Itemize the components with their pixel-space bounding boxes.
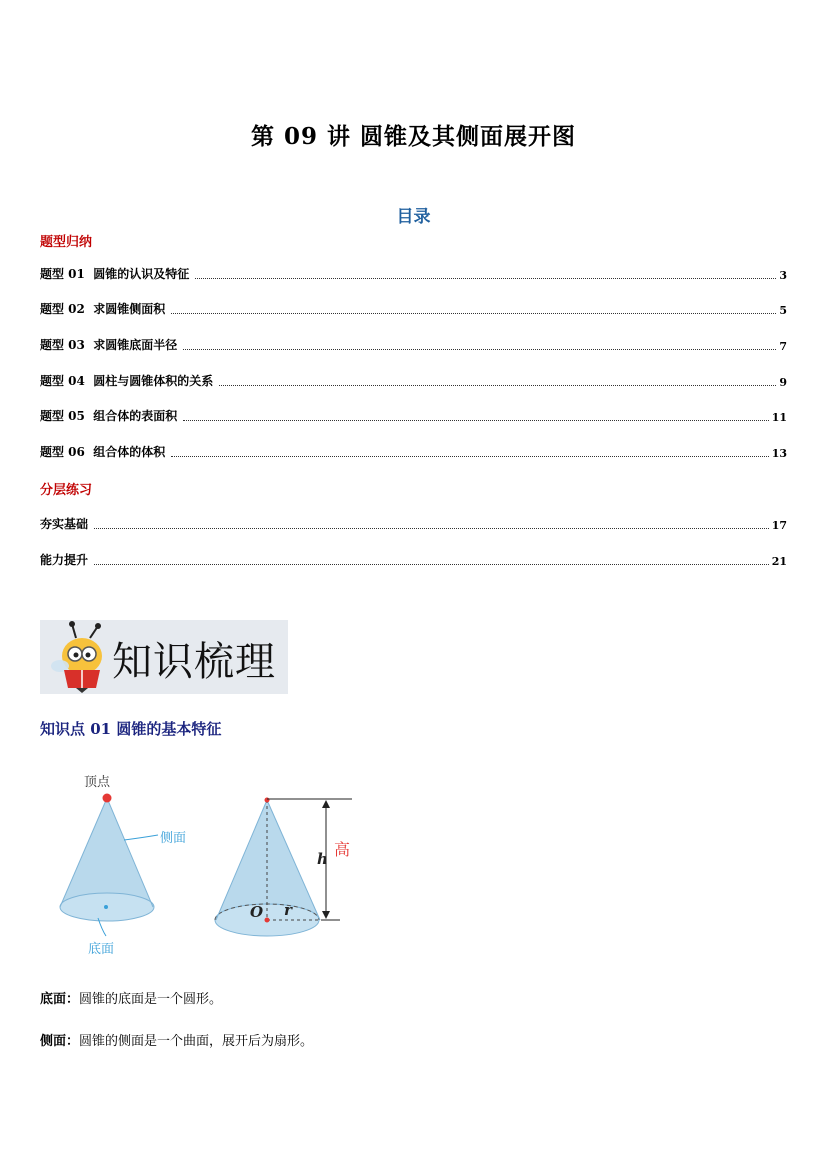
toc-leader-dots <box>183 419 768 421</box>
toc-item-label: 题型 05 组合体的表面积 <box>40 409 178 423</box>
definition-text: 圆锥的底面是一个圆形。 <box>79 992 223 1007</box>
toc-item-label: 能力提升 <box>40 553 89 567</box>
toc-leader-dots <box>171 455 768 457</box>
h-label: h <box>317 850 328 868</box>
definition-term: 侧面： <box>40 1034 80 1049</box>
toc-item[interactable] <box>40 514 787 532</box>
toc-item-label: 题型 06 组合体的体积 <box>40 445 166 459</box>
toc-section-question-types: 题型归纳 <box>40 235 93 250</box>
toc-leader-dots <box>94 563 769 565</box>
toc-item-label: 题型 02 求圆锥侧面积 <box>40 302 166 316</box>
base-center-dot <box>104 905 108 909</box>
r-label: r <box>284 901 292 919</box>
toc-item[interactable] <box>40 442 787 460</box>
side-label: 侧面 <box>160 831 187 846</box>
toc-item-page: 17 <box>771 519 787 532</box>
toc-leader-dots <box>171 312 776 314</box>
apex-point <box>103 794 112 803</box>
toc-leader-dots <box>195 277 776 279</box>
toc-leader-dots <box>94 527 769 529</box>
toc-item[interactable] <box>40 406 787 424</box>
toc-item[interactable] <box>40 371 787 389</box>
definition-side <box>40 1030 313 1049</box>
toc-leader-dots <box>219 384 776 386</box>
cone-figure <box>40 760 370 960</box>
toc-item[interactable] <box>40 335 787 353</box>
definition-text: 圆锥的侧面是一个曲面，展开后为扇形。 <box>79 1034 314 1049</box>
knowledge-banner <box>40 620 288 694</box>
bee-reading-icon <box>46 620 118 694</box>
definition-base <box>40 988 222 1007</box>
toc-item[interactable] <box>40 264 787 282</box>
toc-item-page: 5 <box>779 304 787 317</box>
toc-item-page: 3 <box>779 269 787 282</box>
o-label: O <box>250 903 264 921</box>
definition-term: 底面： <box>40 992 80 1007</box>
toc-item-page: 9 <box>779 376 787 389</box>
height-word-label: 高 <box>334 840 351 859</box>
toc-item-label: 夯实基础 <box>40 517 89 531</box>
toc-item-page: 21 <box>771 555 787 568</box>
toc-item-page: 11 <box>771 411 787 424</box>
toc-leader-dots <box>183 348 776 350</box>
toc-item[interactable] <box>40 299 787 317</box>
knowledge-point-heading: 知识点 01 圆锥的基本特征 <box>40 720 222 738</box>
page-title: 第 09 讲 圆锥及其侧面展开图 <box>250 123 577 150</box>
apex-label: 顶点 <box>84 775 111 790</box>
toc-item-page: 7 <box>779 340 787 353</box>
toc-item-page: 13 <box>771 447 787 460</box>
toc-item-label: 题型 01 圆锥的认识及特征 <box>40 267 190 281</box>
cone-right <box>215 798 352 937</box>
toc-item[interactable] <box>40 550 787 568</box>
banner-title: 知识梳理 <box>112 639 276 685</box>
base-label: 底面 <box>88 942 115 957</box>
cone-left <box>60 774 186 957</box>
toc-section-practice: 分层练习 <box>40 483 93 498</box>
toc-item-label: 题型 04 圆柱与圆锥体积的关系 <box>40 374 214 388</box>
toc-item-label: 题型 03 求圆锥底面半径 <box>40 338 178 352</box>
toc-heading: 目录 <box>396 207 431 227</box>
